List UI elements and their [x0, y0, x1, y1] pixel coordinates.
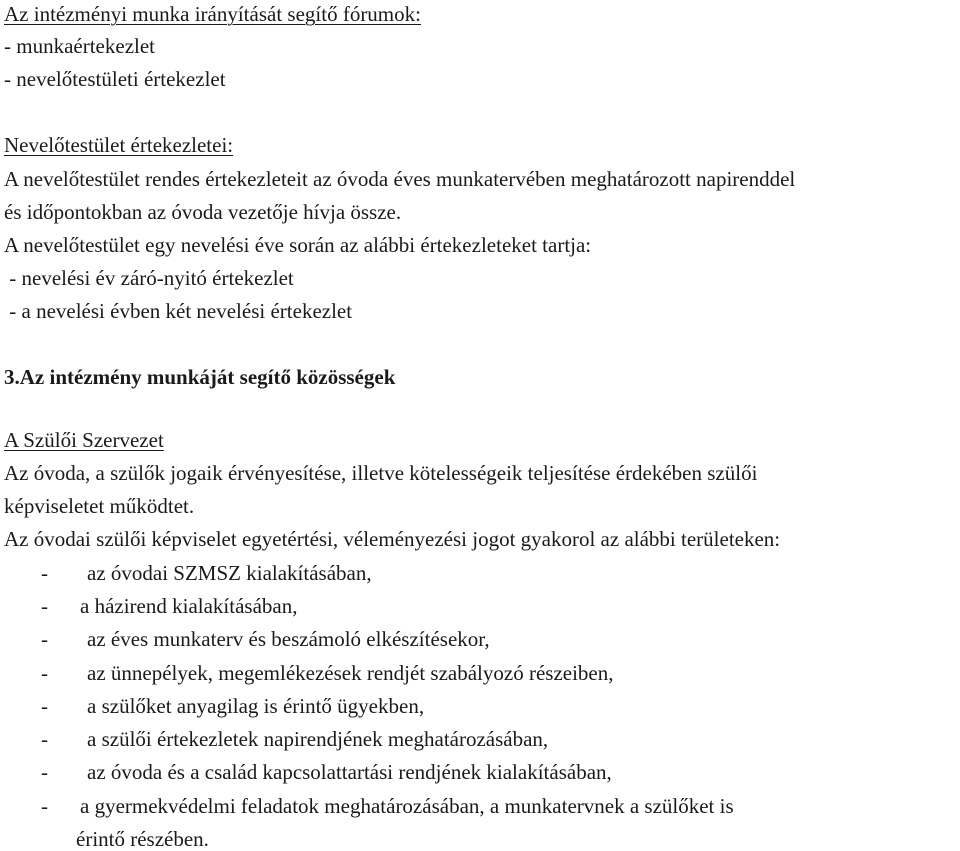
bullet-dash: - [41, 627, 48, 651]
meeting-item: - a nevelési évben két nevelési értekezlet [4, 299, 353, 323]
bullet-dash: - [41, 561, 48, 585]
list-item-text: a szülőket anyagilag is érintő ügyekben, [87, 694, 425, 718]
list-item-text: a szülői értekezletek napirendjének meghatározásában, [87, 727, 549, 751]
paragraph-line: Az óvoda, a szülők jogaik érvényesítése, illetve kötelességeik teljesítése érdekében szülői [4, 461, 758, 485]
bullet-dash: - [41, 694, 48, 718]
forum-item: - munkaértekezlet [4, 34, 155, 58]
list-item-text: a házirend kialakításában, [80, 594, 298, 618]
list-item-text: az éves munkaterv és beszámoló elkészítésekor, [87, 627, 490, 651]
forum-item: - nevelőtestületi értekezlet [4, 67, 226, 91]
section-title: 3.Az intézmény munkáját segítő közösségek [4, 365, 396, 389]
list-item-text: a gyermekvédelmi feladatok meghatározásában, a munkatervnek a szülőket is [80, 794, 734, 818]
list-item-text: az óvodai SZMSZ kialakításában, [87, 561, 372, 585]
bullet-dash: - [41, 594, 48, 618]
list-item-text: az ünnepélyek, megemlékezések rendjét szabályozó részeiben, [87, 661, 614, 685]
bullet-dash: - [41, 661, 48, 685]
list-item-text: az óvoda és a család kapcsolattartási rendjének kialakításában, [87, 760, 612, 784]
bullet-dash: - [41, 727, 48, 751]
forums-heading: Az intézményi munka irányítását segítő fórumok: [4, 2, 421, 26]
bullet-dash: - [41, 760, 48, 784]
parents-org-heading: A Szülői Szervezet [4, 428, 164, 452]
meeting-item: - nevelési év záró-nyitó értekezlet [4, 266, 294, 290]
list-item-continuation: érintő részében. [76, 827, 209, 851]
bullet-dash: - [41, 794, 48, 818]
paragraph-line: és időpontokban az óvoda vezetője hívja össze. [4, 200, 402, 224]
staff-meetings-heading: Nevelőtestület értekezletei: [4, 133, 234, 157]
rights-intro: Az óvodai szülői képviselet egyetértési, véleményezési jogot gyakorol az alábbi területeken: [4, 527, 781, 551]
paragraph-line: A nevelőtestület egy nevelési éve során az alábbi értekezleteket tartja: [4, 233, 592, 257]
paragraph-line: A nevelőtestület rendes értekezleteit az óvoda éves munkatervében meghatározott napirenddel [4, 167, 796, 191]
paragraph-line: képviseletet működtet. [4, 494, 195, 518]
